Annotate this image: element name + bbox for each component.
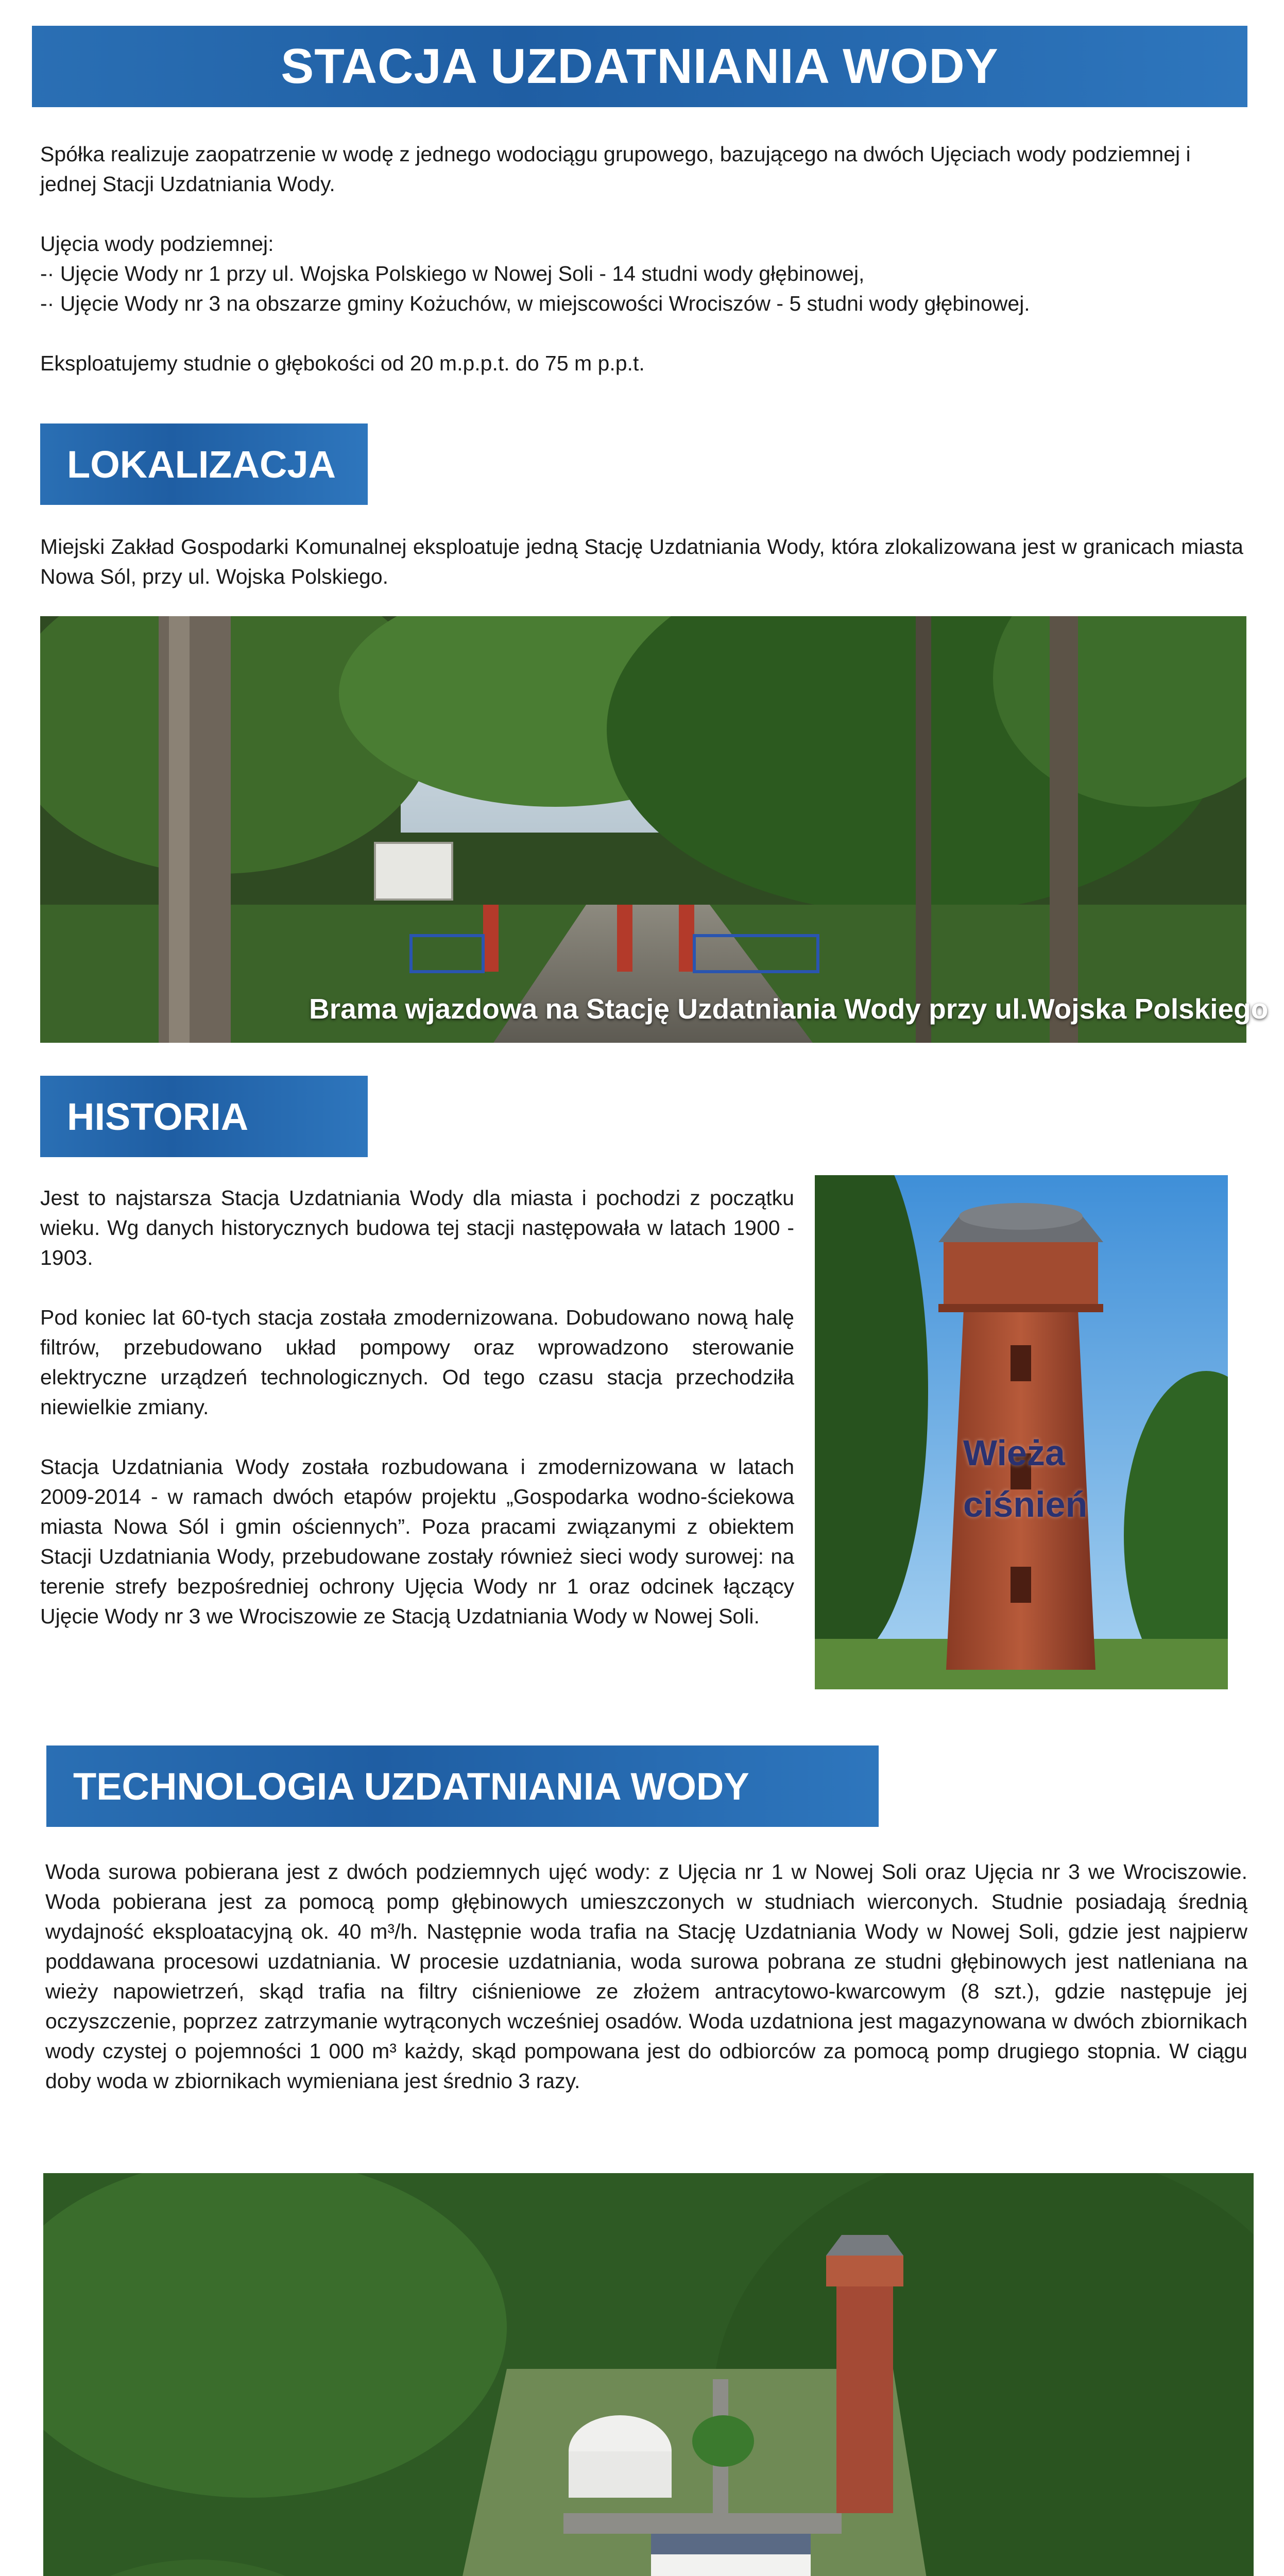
historia-paragraph: Jest to najstarsza Stacja Uzdatniania Wody dla miasta i pochodzi z początku wieku. Wg danych historycznych budowa tej stacji następowała w latach 1900 - 1903. (40, 1186, 794, 1269)
water-tower-caption (963, 1427, 1087, 1530)
technologia-heading: TECHNOLOGIA UZDATNIANIA WODY (46, 1745, 879, 1827)
aerial-station-photo (43, 2173, 1254, 2576)
intro-section (40, 139, 1245, 378)
lokalizacja-text: Miejski Zakład Gospodarki Komunalnej eksploatuje jedną Stację Uzdatniania Wody, która zlokalizowana jest w granicach miasta Nowa Sól, przy ul. Wojska Polskiego. (40, 535, 1243, 588)
water-tower-caption-line: ciśnień (963, 1484, 1088, 1524)
page-title: STACJA UZDATNIANIA WODY (32, 26, 1247, 107)
entrance-gate-caption: Brama wjazdowa na Stację Uzdatniania Wody przy ul.Wojska Polskiego (309, 993, 1269, 1025)
intro-paragraph: Spółka realizuje zaopatrzenie w wodę z jednego wodociągu grupowego, bazującego na dwóch Ujęciach wody podziemnej i jednej Stacji Uzdatniania Wody. (40, 142, 1191, 196)
wells-depth-text: Eksploatujemy studnie o głębokości od 20 m.p.p.t. do 75 m p.p.t. (40, 351, 645, 375)
historia-heading: HISTORIA (40, 1076, 368, 1157)
historia-paragraph: Pod koniec lat 60-tych stacja została zmodernizowana. Dobudowano nową halę filtrów, przebudowano układ pompowy oraz wprowadzono sterowanie elektryczne urządzeń technologicznych. Od tego czasu stacja przechodziła niewielkie zmiany. (40, 1306, 794, 1419)
wells-list-title: Ujęcia wody podziemnej: (40, 232, 274, 256)
historia-text (40, 1183, 794, 1631)
wells-list-item: -· Ujęcie Wody nr 1 przy ul. Wojska Polskiego w Nowej Soli - 14 studni wody głębinowej, (40, 262, 865, 285)
wells-list (40, 229, 1245, 318)
lokalizacja-heading: LOKALIZACJA (40, 423, 368, 505)
water-tower-caption-line: Wieża (963, 1433, 1065, 1473)
entrance-gate-photo (40, 616, 1246, 1043)
historia-paragraph: Stacja Uzdatniania Wody została rozbudowana i zmodernizowana w latach 2009-2014 - w ramach dwóch etapów projektu „Gospodarka wodno-ściekowa miasta Nowa Sól i gmin ościennych”. Poza pracami związanymi z obiektem Stacji Uzdatniania Wody, przebudowane zostały również sieci wody surowej: na terenie strefy bezpośredniej ochrony Ujęcia Wody nr 1 oraz odcinek łączący Ujęcie Wody nr 3 we Wrociszowie ze Stacją Uzdatniania Wody w Nowej Soli. (40, 1455, 794, 1628)
technologia-text: Woda surowa pobierana jest z dwóch podziemnych ujęć wody: z Ujęcia nr 1 w Nowej Soli oraz Ujęcia nr 3 we Wrociszowie. Woda pobierana jest za pomocą pomp głębinowych umieszczonych w studniach wierconych. Studnie posiadają średnią wydajność eksploatacyjną ok. 40 m³/h. Następnie woda trafia na Stację Uzdatniania Wody w Nowej Soli, gdzie jest najpierw poddawana procesowi uzdatniania. W procesie uzdatniania, woda surowa pobrana ze studni głębinowych jest natleniana na wieży napowietrzeń, skąd trafia na filtry ciśnieniowe ze złożem antracytowo-kwarcowym (8 szt.), gdzie następuje jej oczyszczenie, poprzez zatrzymanie wytrąconych wcześniej osadów. Woda uzdatniona jest magazynowana w dwóch zbiornikach wody czystej o pojemności 1 000 m³ każdy, skąd pompowana jest do odbiorców za pomocą pomp drugiego stopnia. W ciągu doby woda w zbiornikach wymieniana jest średnio 3 razy. (45, 1860, 1247, 2093)
wells-list-item: -· Ujęcie Wody nr 3 na obszarze gminy Kożuchów, w miejscowości Wrociszów - 5 studni wody głębinowej. (40, 292, 1030, 315)
